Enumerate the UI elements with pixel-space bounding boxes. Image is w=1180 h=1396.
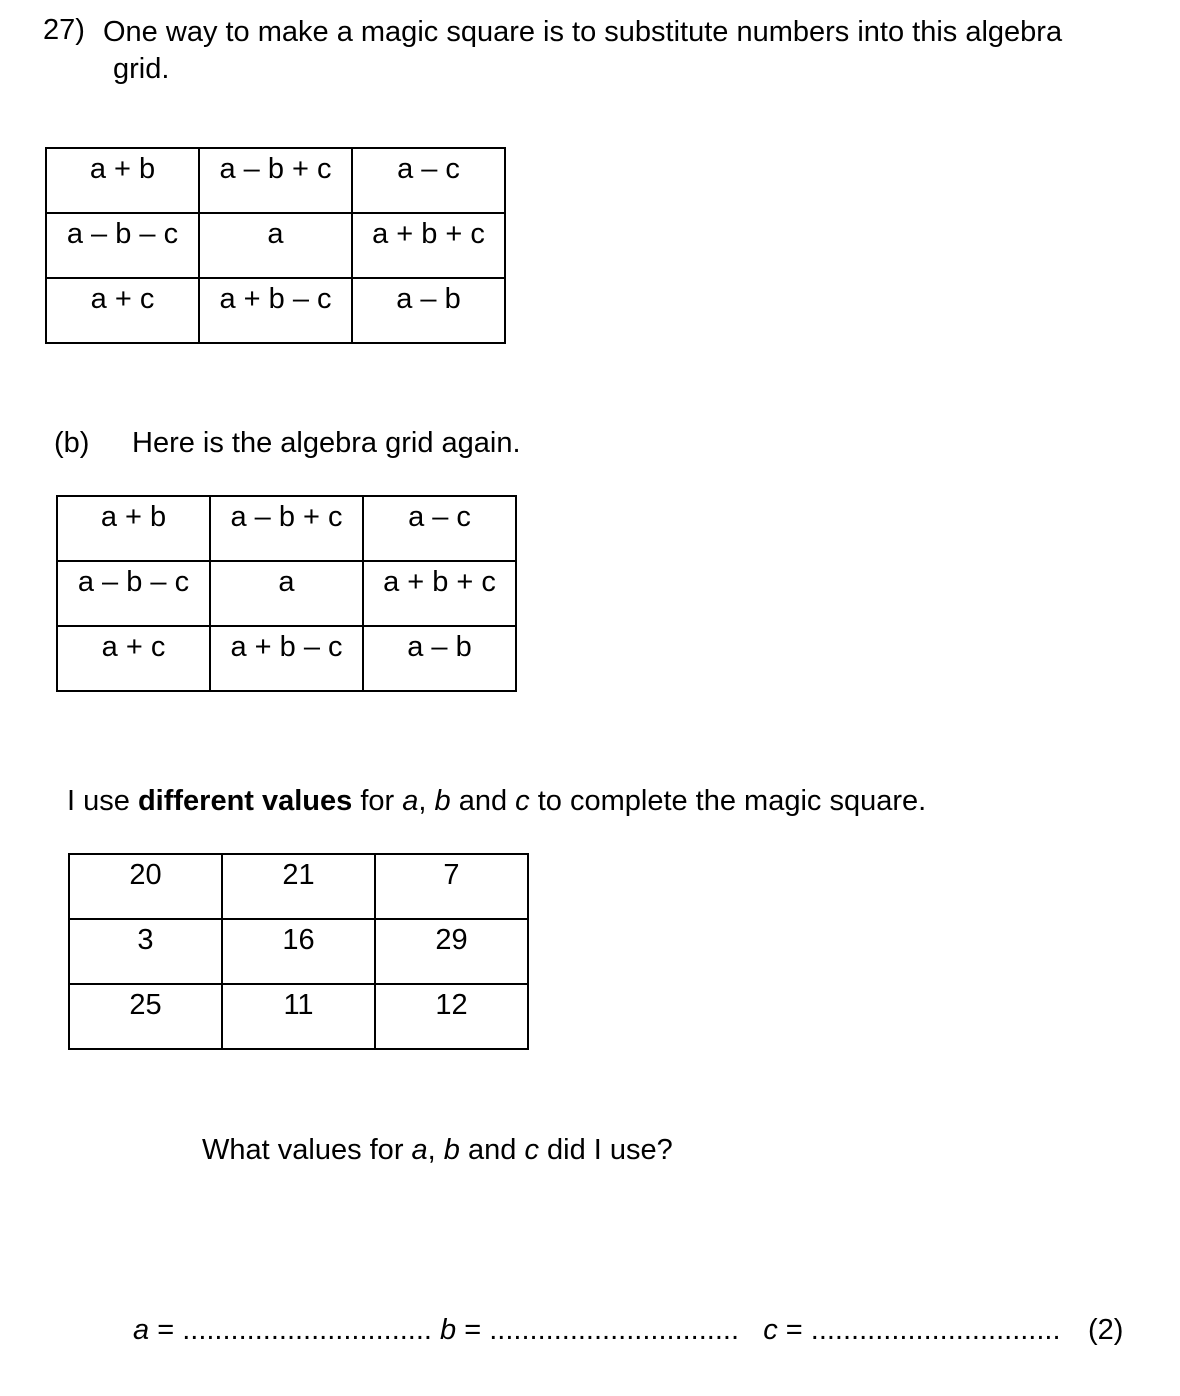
- part-b-text: Here is the algebra grid again.: [132, 427, 521, 459]
- grid-cell: a – b + c: [199, 148, 352, 213]
- answer-c-field[interactable]: ...............................: [810, 1314, 1061, 1346]
- statement-post: to complete the magic square.: [529, 785, 927, 817]
- sub-question: [202, 1134, 673, 1167]
- grid-cell: a: [199, 213, 352, 278]
- algebra-grid-2: [56, 495, 517, 692]
- statement-comma: ,: [418, 785, 435, 817]
- var-c: c: [515, 785, 530, 817]
- answer-b-field[interactable]: ...............................: [489, 1314, 740, 1346]
- algebra-grid-1: [45, 147, 506, 344]
- grid-cell: a + b: [46, 148, 199, 213]
- grid-row: [57, 626, 516, 691]
- grid-row: [46, 148, 505, 213]
- var-c: c: [524, 1134, 539, 1166]
- grid-cell: 11: [222, 984, 375, 1049]
- equals-sign: =: [149, 1314, 183, 1346]
- grid-cell: 29: [375, 919, 528, 984]
- answer-c-label: c: [763, 1314, 778, 1346]
- question-text-line2: grid.: [113, 53, 170, 85]
- grid-cell: 25: [69, 984, 222, 1049]
- statement: [67, 785, 926, 818]
- grid-cell: a – b: [363, 626, 516, 691]
- answer-a-field[interactable]: ...............................: [182, 1314, 432, 1346]
- var-b: b: [443, 1134, 460, 1166]
- grid-row: [69, 854, 528, 919]
- var-a: a: [411, 1134, 428, 1166]
- grid-cell: a + c: [46, 278, 199, 343]
- grid-cell: 16: [222, 919, 375, 984]
- answer-a-label: a: [133, 1314, 150, 1346]
- grid-row: [46, 213, 505, 278]
- statement-mid: for: [352, 785, 403, 817]
- grid-cell: a + b + c: [352, 213, 505, 278]
- grid-cell: 7: [375, 854, 528, 919]
- grid-cell: a – b – c: [46, 213, 199, 278]
- answer-b-label: b: [440, 1314, 457, 1346]
- grid-cell: a – c: [363, 496, 516, 561]
- var-a: a: [402, 785, 419, 817]
- part-b-label: (b): [54, 427, 90, 459]
- grid-row: [46, 278, 505, 343]
- ask-and: and: [459, 1134, 525, 1166]
- grid-cell: a – b: [352, 278, 505, 343]
- question-text-line1: One way to make a magic square is to substitute numbers into this algebra: [103, 16, 1063, 48]
- grid-cell: a + b + c: [363, 561, 516, 626]
- grid-cell: 20: [69, 854, 222, 919]
- var-b: b: [434, 785, 451, 817]
- grid-cell: a – b + c: [210, 496, 363, 561]
- question-text: [103, 14, 1103, 88]
- marks-label: (2): [1088, 1314, 1124, 1346]
- statement-and: and: [450, 785, 516, 817]
- grid-cell: a – c: [352, 148, 505, 213]
- ask-comma: ,: [427, 1134, 444, 1166]
- grid-row: [57, 496, 516, 561]
- equals-sign: =: [777, 1314, 811, 1346]
- magic-square: [68, 853, 529, 1050]
- grid-cell: a: [210, 561, 363, 626]
- grid-cell: 12: [375, 984, 528, 1049]
- grid-row: [69, 984, 528, 1049]
- grid-cell: 3: [69, 919, 222, 984]
- ask-post: did I use?: [538, 1134, 673, 1166]
- question-number: 27): [43, 14, 85, 46]
- grid-cell: a + b: [57, 496, 210, 561]
- statement-pre: I use: [67, 785, 138, 817]
- ask-pre: What values for: [202, 1134, 412, 1166]
- grid-cell: 21: [222, 854, 375, 919]
- grid-cell: a + b – c: [210, 626, 363, 691]
- grid-cell: a + c: [57, 626, 210, 691]
- grid-cell: a – b – c: [57, 561, 210, 626]
- answer-line: [133, 1314, 1061, 1347]
- grid-cell: a + b – c: [199, 278, 352, 343]
- grid-row: [57, 561, 516, 626]
- grid-row: [69, 919, 528, 984]
- statement-bold: different values: [137, 785, 353, 817]
- equals-sign: =: [456, 1314, 490, 1346]
